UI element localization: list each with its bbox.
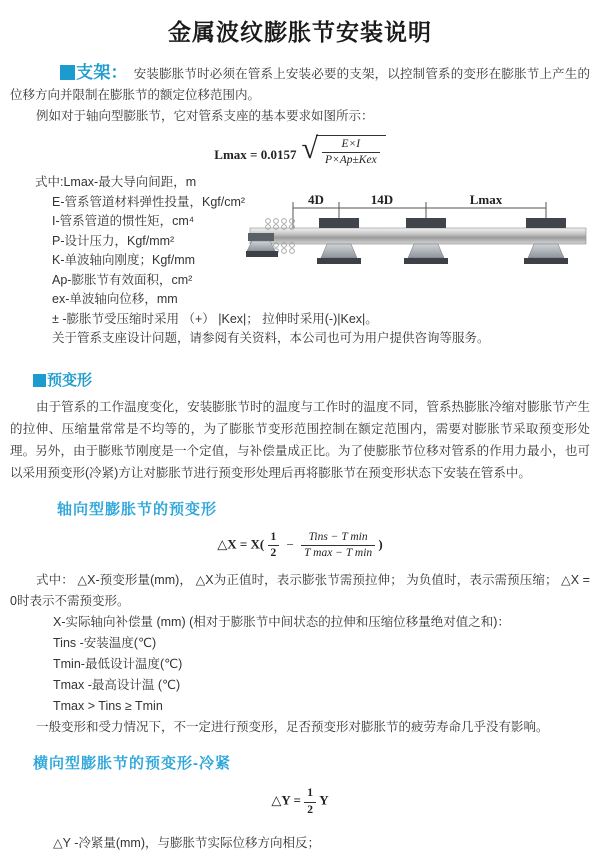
formula-lmax-numerator: E×I bbox=[322, 138, 380, 153]
pipe bbox=[250, 228, 586, 244]
support-diagram bbox=[246, 192, 596, 292]
dim-label-14d: 14D bbox=[370, 192, 394, 207]
axial-item: Tins -安装温度(℃) bbox=[53, 636, 157, 651]
axial-item: Tmax -最高设计温 (℃) bbox=[53, 678, 181, 693]
definition-line: 式中:Lmax-最大导向间距，m bbox=[35, 175, 197, 190]
support-section-heading: 支架： bbox=[76, 63, 128, 82]
temp-fraction-denominator: T max − T min bbox=[304, 547, 373, 560]
support-intro-text: 安装膨胀节时必须在管系上安装必要的支架，以控制管系的变形在膨胀节上产生的位移方向并限制在膨胀节的额定位移范围内。 bbox=[10, 67, 590, 102]
sqrt-sign-icon: √ bbox=[301, 132, 318, 165]
preform-paragraph: 由于管系的工作温度变化，安装膨胀节时的温度与工作时的温度不同，管系热膨胀冷缩对膨胀节产生的拉伸、压缩量常常是不均等的，为了膨胀节变形范围控制在额定范围内，需要对膨胀节采取预变形处理。另外，由于膨账节刚度是一个定值，与补偿量成正比。为了使膨胀节位移对管系的作用力最小，也可以采用预变形(冷紧)方让对膨胀节进行预变形处理后再将膨胀节在预变形状态下安装在管系中。 bbox=[10, 399, 590, 480]
axial-preform-heading: 轴向型膨胀节的预变形 bbox=[57, 500, 218, 518]
support-intro-paragraph bbox=[10, 62, 590, 106]
support-closing-line: 关于管系支座设计问题，请参阅有关资料，本公司也可为用户提供咨询等服务。 bbox=[52, 331, 490, 346]
temp-fraction-numerator: Tins − T min bbox=[301, 531, 375, 546]
support-example-line: 例如对于轴向型膨胀节，它对管系支座的基本要求如图所示： bbox=[36, 109, 374, 123]
minus-operator: − bbox=[286, 536, 294, 552]
page-title: 金属波纹膨胀节安装说明 bbox=[168, 19, 432, 45]
axial-item: Tmax > Tins ≥ Tmin bbox=[53, 699, 163, 714]
formula-lateral-rhs: Y bbox=[319, 793, 329, 809]
half-numerator: 1 bbox=[304, 787, 316, 802]
definition-line: I-管系管道的惯性矩，cm⁴ bbox=[52, 214, 195, 229]
section-marker-icon bbox=[60, 65, 75, 80]
dim-label-4d: 4D bbox=[308, 192, 324, 207]
formula-lmax-lhs: Lmax = 0.0157 bbox=[214, 147, 297, 162]
formula-lmax bbox=[0, 132, 600, 167]
half-numerator: 1 bbox=[268, 531, 280, 546]
axial-item: Tmin-最低设计温度(℃) bbox=[53, 657, 183, 672]
definition-line: Ap-膨胀节有效面积，cm² bbox=[52, 272, 193, 287]
sqrt-expression bbox=[301, 132, 385, 167]
formula-axial-lhs: △X = X( bbox=[217, 536, 265, 552]
definition-line: E-管系管道材料弹性投量，Kgf/cm² bbox=[52, 194, 246, 209]
formula-lateral-lhs: △Y = bbox=[271, 793, 301, 809]
definition-line: K-单波轴向刚度；Kgf/mm bbox=[52, 253, 196, 268]
preform-section-heading-row bbox=[33, 369, 600, 390]
formula-lmax-denominator: P×Ap±Kex bbox=[324, 154, 377, 167]
lateral-preform-heading: 横向型膨胀节的预变形-冷紧 bbox=[33, 755, 231, 773]
formula-lateral-half bbox=[304, 787, 316, 816]
axial-explain-paragraph: 式中： △X-预变形量(mm)， △X为正值时，表示膨张节需预拉伸； 为负值时，表示需预压缩； △X = 0时表示不需预变形。 bbox=[10, 573, 590, 609]
formula-axial-rhs: ) bbox=[378, 536, 383, 552]
section-marker-icon bbox=[33, 374, 46, 387]
lateral-note: △Y -冷紧量(mm)，与膨胀节实际位移方向相反； bbox=[53, 835, 321, 850]
axial-item: X-实际轴向补偿量 (mm) (相对于膨胀节中间状态的拉伸和压缩位移量绝对值之和)： bbox=[53, 615, 510, 630]
definition-line: ex-单波轴向位移，mm bbox=[52, 292, 178, 307]
definition-line: P-设计压力，Kgf/mm² bbox=[52, 233, 175, 248]
formula-lateral bbox=[0, 787, 600, 816]
half-denominator: 2 bbox=[307, 803, 313, 816]
plus-minus-note: ± -膨胀节受压缩时采用 （+） |Kex|； 拉伸时采用(-)|Kex|。 bbox=[52, 311, 378, 326]
formula-axial bbox=[0, 531, 600, 560]
half-denominator: 2 bbox=[270, 547, 277, 560]
formula-lmax-fraction bbox=[322, 138, 380, 167]
preform-section-heading: 预变形 bbox=[47, 371, 93, 389]
formula-axial-temp-fraction bbox=[301, 531, 375, 560]
dim-label-lmax: Lmax bbox=[469, 192, 503, 207]
axial-note: 一般变形和受力情况下，不一定进行预变形，足否预变形对膨胀节的疲劳寿命几乎没有影响。 bbox=[36, 720, 549, 735]
formula-axial-half bbox=[268, 531, 280, 560]
